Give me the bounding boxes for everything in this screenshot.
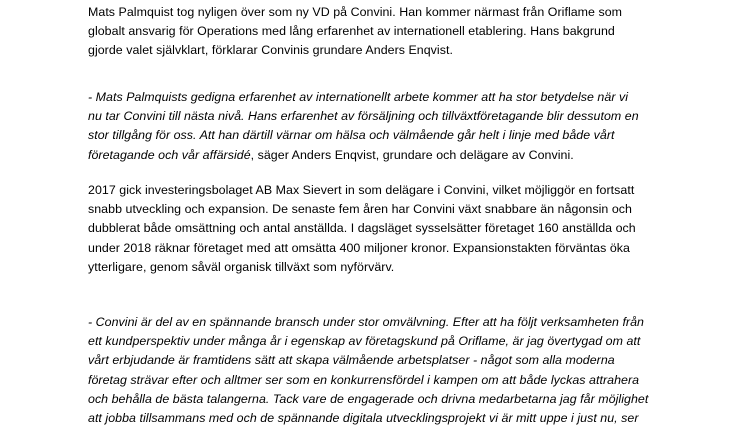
paragraph-intro xyxy=(88,3,688,61)
paragraph-quote-palmquist xyxy=(88,313,688,428)
attribution-text: , säger Anders Enqvist, grundare och delägare av Convini. xyxy=(250,147,574,162)
quote-line-last xyxy=(88,146,688,165)
text-line: Mats Palmquist tog nyligen över som ny VD på Convini. Han kommer närmast från Oriflame som xyxy=(88,5,623,19)
quote-line: vårt erbjudande är framtidens sätt att skapa välmående arbetsplatser - något som alla moderna xyxy=(88,353,615,368)
quote-line: ett kundperspektiv under många år i egenskap av företagskund på Oriflame, är jag övertygad om att xyxy=(88,334,641,349)
text-line: ytterligare, genom såväl organisk tillväxt som nyförvärv. xyxy=(88,259,395,274)
quote-line: och behålla de bästa talangerna. Tack vare de engagerade och drivna medarbetarna jag får möjlighet xyxy=(88,391,649,406)
text-line: dubblerat både omsättning och antal anställda. I dagsläget sysselsätter företaget 160 anställda och xyxy=(88,221,636,236)
quote-line: - Convini är del av en spännande bransch under stor omvälvning. Efter att ha följt verksamheten från xyxy=(88,315,644,329)
quote-line: - Mats Palmquists gedigna erfarenhet av internationellt arbete kommer att ha stor betydelse när vi xyxy=(88,90,629,104)
text-line: snabb utveckling och expansion. De senaste fem åren har Convini växt snabbare än någonsin och xyxy=(88,202,632,217)
text-line: globalt ansvarig för Operations med lång erfarenhet av internationell etablering. Hans bakgrund xyxy=(88,24,615,39)
text-line: gjorde valet självklart, förklarar Convinis grundare Anders Enqvist. xyxy=(88,43,453,58)
quote-text: företagande och vår affärsidé xyxy=(88,147,251,162)
quote-line: nu tar Convini till nästa nivå. Hans erfarenhet av försäljning och tillväxtföretagande blir dessutom en xyxy=(88,109,639,124)
text-line: 2017 gick investeringsbolaget AB Max Sievert in som delägare i Convini, vilket möjliggör en fortsatt xyxy=(88,183,635,197)
text-line: under 2018 räknar företaget med att omsätta 400 miljoner kronor. Expansionstakten förväntas öka xyxy=(88,240,630,255)
quote-line: att jobba tillsammans med och de spännande digitala utvecklingsprojekt vi är mitt uppe i just nu, ser xyxy=(88,410,639,425)
paragraph-investment xyxy=(88,181,688,277)
paragraph-quote-enqvist xyxy=(88,88,688,165)
quote-line: stor tillgång för oss. Att han därtill värnar om hälsa och välmående går helt i linje med både vårt xyxy=(88,128,615,143)
quote-line: företag strävar efter och alltmer ser som en konkurrensfördel i kampen om att både lyckas attrahera xyxy=(88,372,640,387)
